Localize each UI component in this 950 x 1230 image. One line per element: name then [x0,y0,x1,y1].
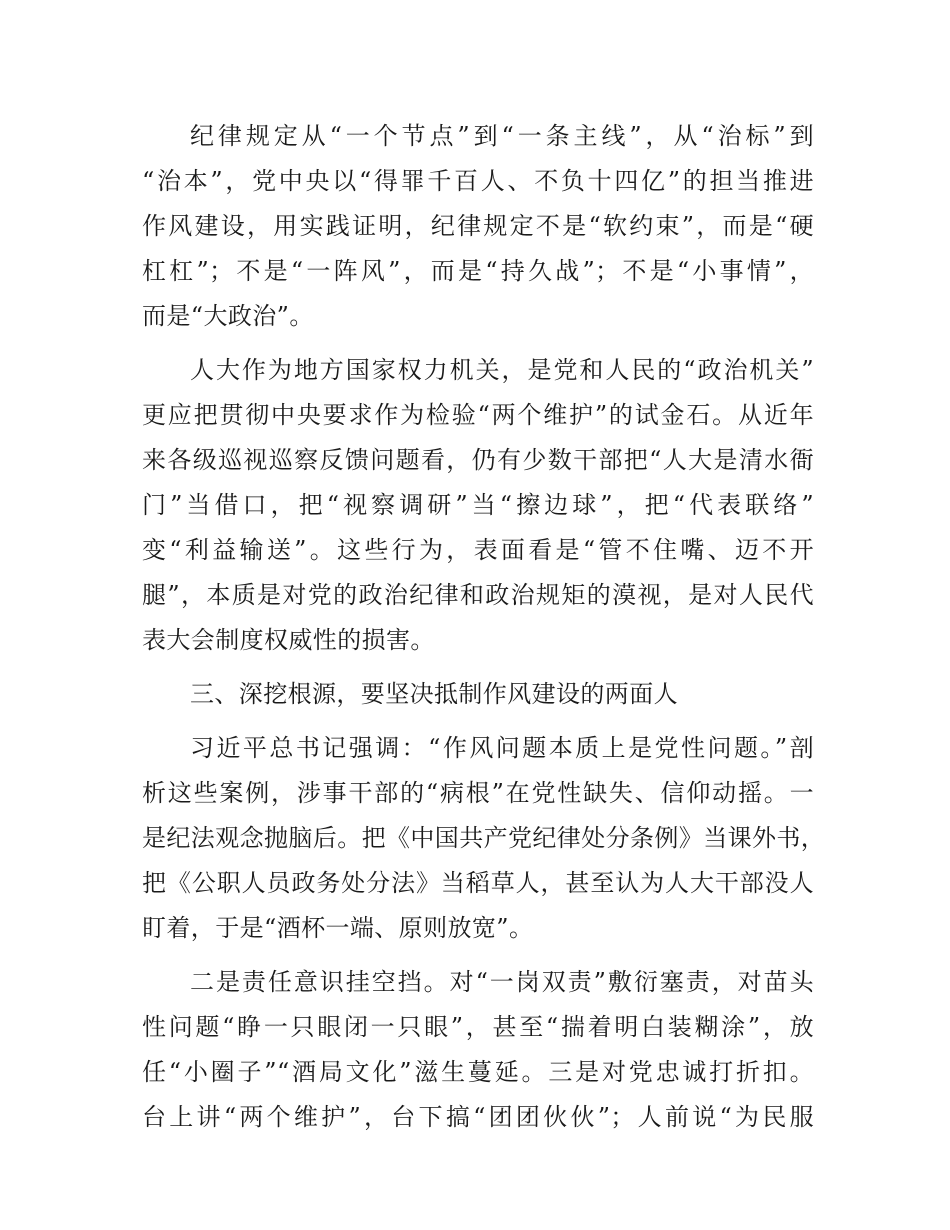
text-line: 杠杠”；不是“一阵风”，而是“持久战”；不是“小事情”， [142,257,814,285]
paragraph-root-causes [142,726,826,951]
text-line: 来各级巡视巡察反馈问题看，仍有少数干部把“人大是清水衙 [142,446,814,474]
text-line: 门”当借口，把“视察调研”当“擦边球”，把“代表联络” [142,491,814,519]
text-line: 作风建设，用实践证明，纪律规定不是“软约束”，而是“硬 [142,212,814,240]
text-line: “治本”，党中央以“得罪千百人、不负十四亿”的担当推进 [142,167,814,195]
paragraph-discipline-rules [142,114,814,339]
text-line: 变“利益输送”。这些行为，表面看是“管不住嘴、迈不开 [142,536,814,564]
text-line: 台上讲“两个维护”，台下搞“团团伙伙”；人前说“为民服 [142,1103,814,1131]
document-body [142,114,826,1149]
text-line: 盯着，于是“酒杯一端、原则放宽”。 [142,914,534,942]
text-line: 纪律规定从“一个节点”到“一条主线”，从“治标”到 [190,122,814,150]
paragraph-responsibility [142,960,814,1140]
text-line: 把《公职人员政务处分法》当稻草人，甚至认为人大干部没人 [142,869,814,897]
text-line: 任“小圈子”“酒局文化”滋生蔓延。三是对党忠诚打折扣。 [142,1058,814,1086]
section-heading: 三、深挖根源，要坚决抵制作风建设的两面人 [190,680,678,708]
text-line: 表大会制度权威性的损害。 [142,626,435,654]
text-line: 习近平总书记强调：“作风问题本质上是党性问题。”剖 [190,734,814,762]
text-line: 人大作为地方国家权力机关，是党和人民的“政治机关” [190,356,814,384]
text-line: 二是责任意识挂空挡。对“一岗双责”敷衍塞责，对苗头 [190,968,814,996]
paragraph-peoples-congress [142,348,814,663]
text-line: 是纪法观念抛脑后。把《中国共产党纪律处分条例》当课外书， [142,824,826,852]
text-line: 而是“大政治”。 [142,302,314,330]
text-line: 析这些案例，涉事干部的“病根”在党性缺失、信仰动摇。一 [142,779,814,807]
text-line: 更应把贯彻中央要求作为检验“两个维护”的试金石。从近年 [142,401,814,429]
text-line: 腿”，本质是对党的政治纪律和政治规矩的漠视，是对人民代 [142,581,814,609]
text-line: 性问题“睁一只眼闭一只眼”，甚至“揣着明白装糊涂”，放 [142,1013,814,1041]
